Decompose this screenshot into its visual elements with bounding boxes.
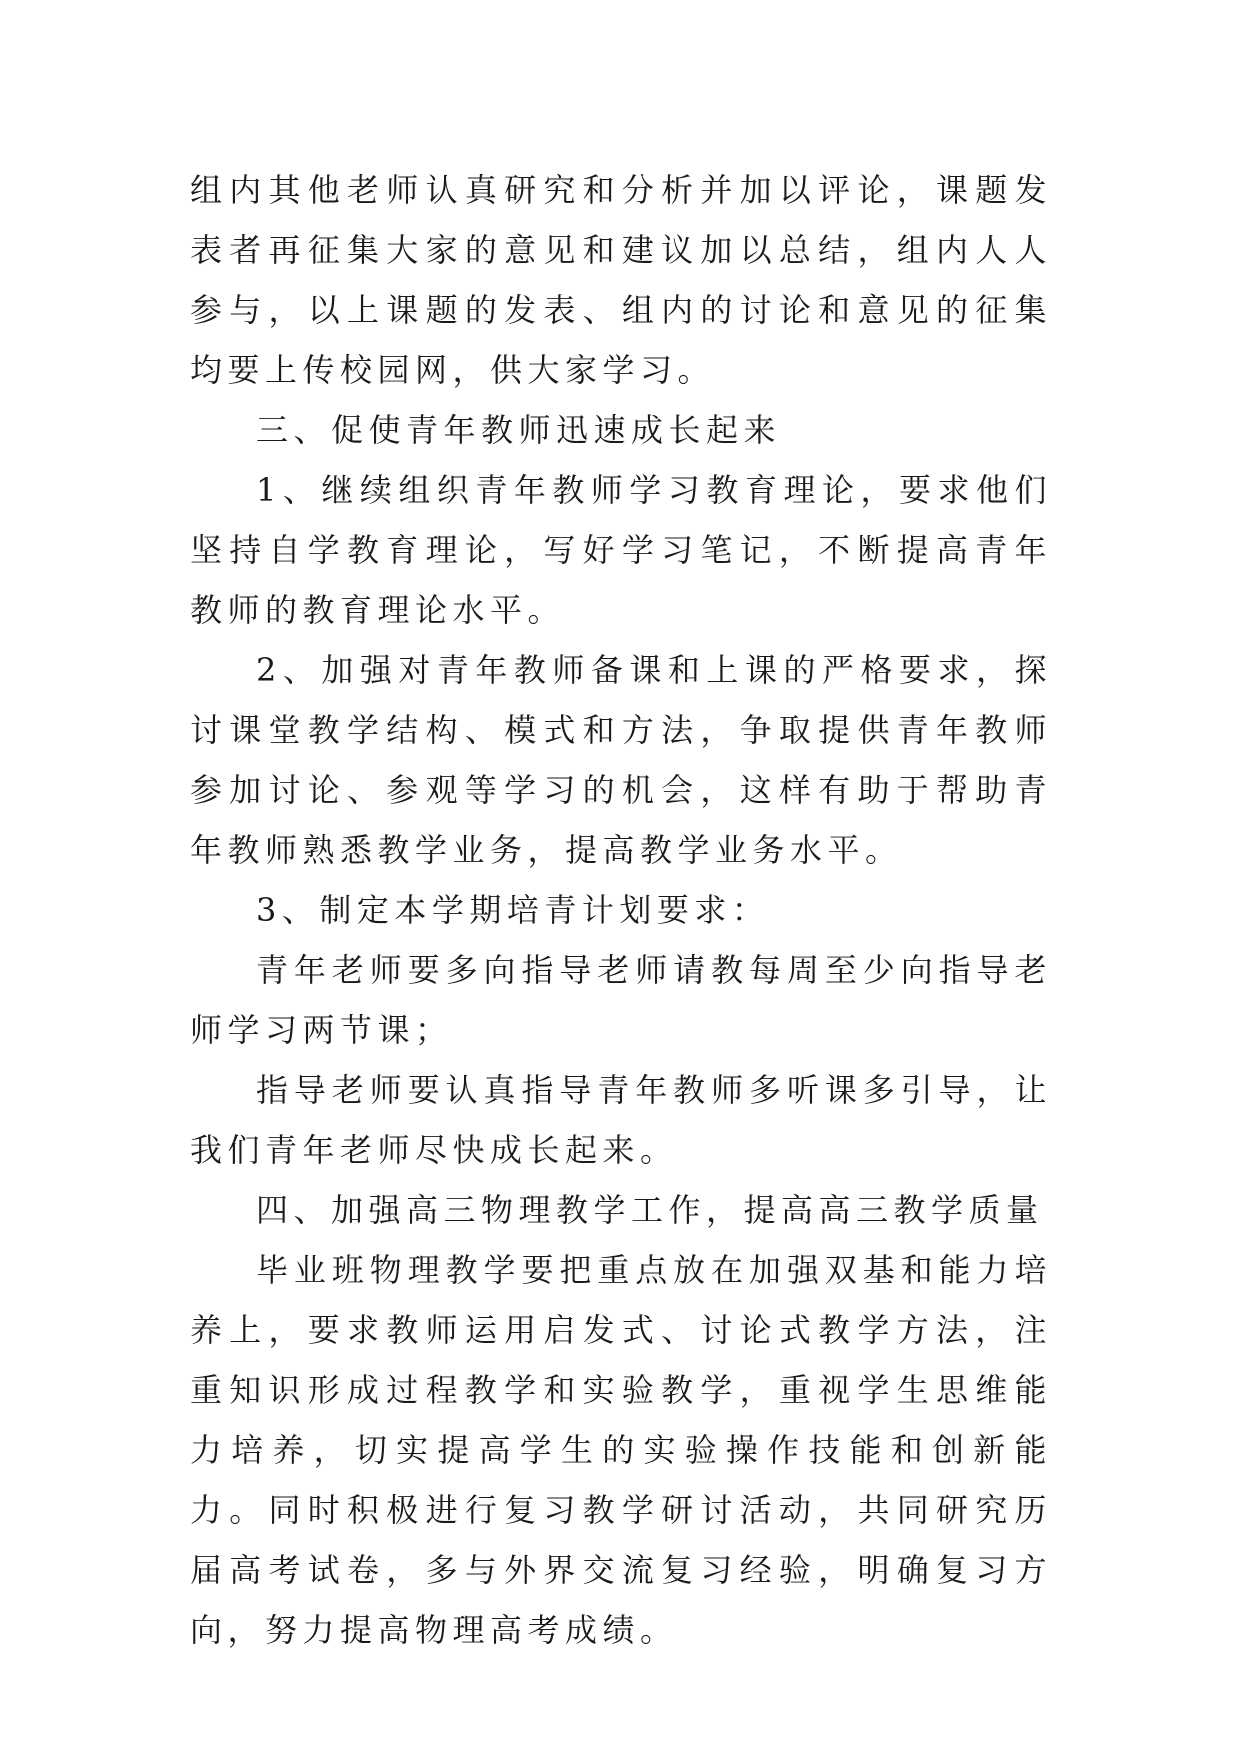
paragraph-item-2: 2、加强对青年教师备课和上课的严格要求，探讨课堂教学结构、模式和方法，争取提供青年教师参加讨论、参观等学习的机会，这样有助于帮助青年教师熟悉教学业务，提高教学业务水平。	[190, 651, 1052, 869]
paragraph-item-1: 1、继续组织青年教师学习教育理论，要求他们坚持自学教育理论，写好学习笔记，不断提高青年教师的教育理论水平。	[190, 471, 1052, 629]
section-heading-4: 四、加强高三物理教学工作，提高高三教学质量	[256, 1191, 1044, 1229]
paragraph-senior-physics: 毕业班物理教学要把重点放在加强双基和能力培养上，要求教师运用启发式、讨论式教学方法，注重知识形成过程教学和实验教学，重视学生思维能力培养，切实提高学生的实验操作技能和创新能力。同时积极进行复习教学研讨活动，共同研究历届高考试卷，多与外界交流复习经验，明确复习方向，努力提高物理高考成绩。	[190, 1251, 1052, 1649]
section-heading-3: 三、促使青年教师迅速成长起来	[256, 411, 782, 449]
paragraph-requirement-2: 指导老师要认真指导青年教师多听课多引导，让我们青年老师尽快成长起来。	[190, 1071, 1052, 1169]
paragraph-requirement-1: 青年老师要多向指导老师请教每周至少向指导老师学习两节课；	[190, 951, 1052, 1049]
paragraph-item-3: 3、制定本学期培青计划要求：	[256, 891, 770, 929]
document-body	[190, 160, 1052, 1660]
paragraph-continuation: 组内其他老师认真研究和分析并加以评论，课题发表者再征集大家的意见和建议加以总结，组内人人参与，以上课题的发表、组内的讨论和意见的征集均要上传校园网，供大家学习。	[190, 171, 1052, 389]
